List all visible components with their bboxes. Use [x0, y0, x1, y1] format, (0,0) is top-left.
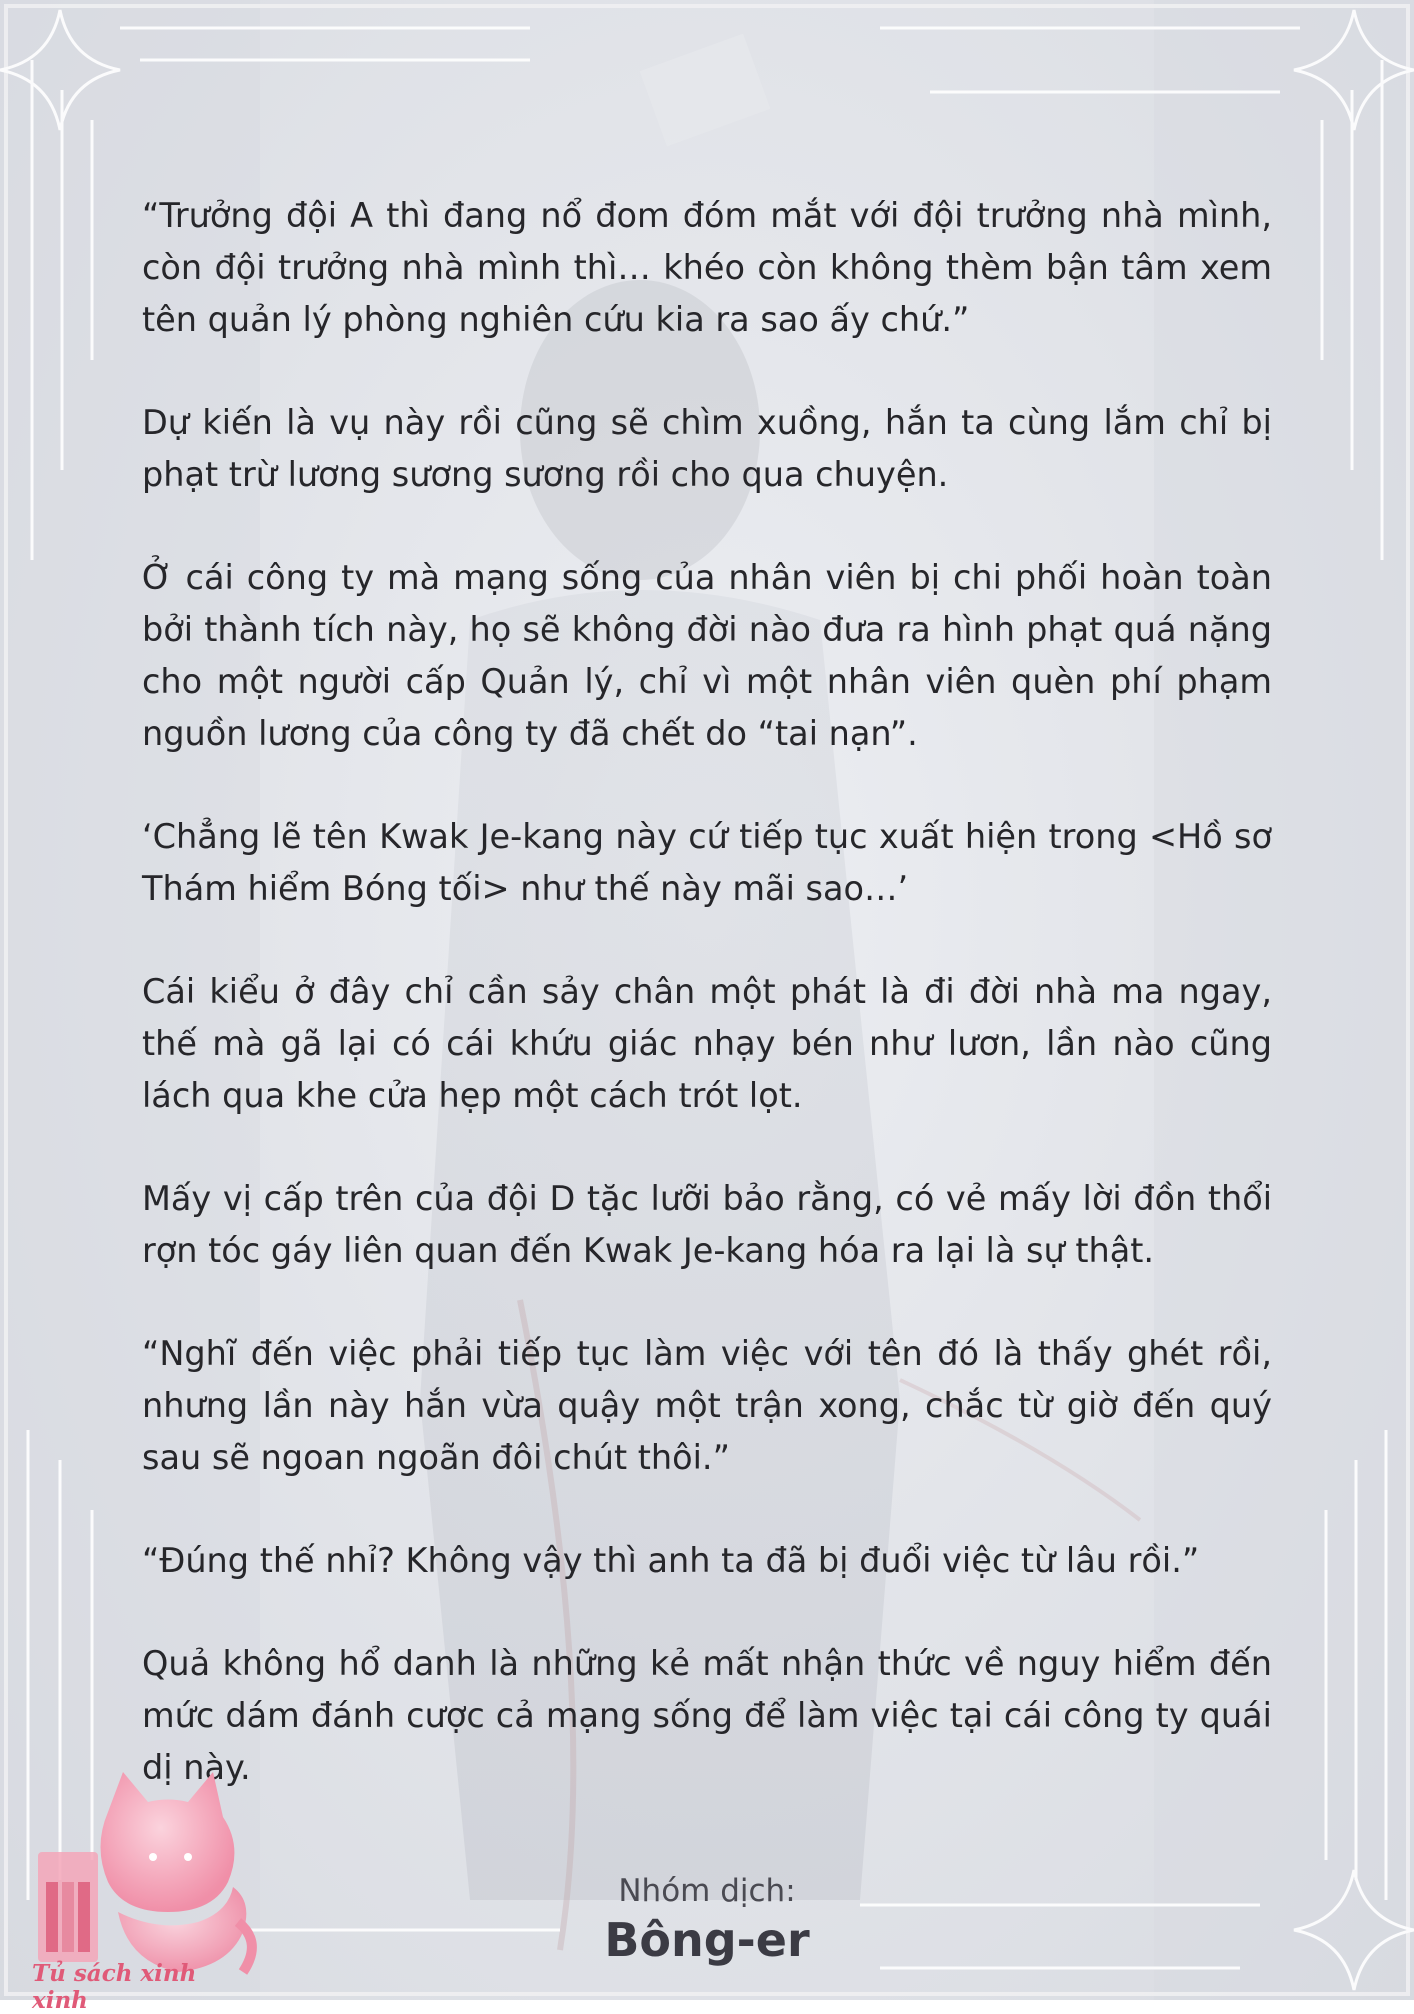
paragraph: “Đúng thế nhỉ? Không vậy thì anh ta đã bị đuổi việc từ lâu rồi.”: [142, 1541, 1200, 1580]
paragraph: Mấy vị cấp trên của đội D tặc lưỡi bảo rằng, có vẻ mấy lời đồn thổi rợn tóc gáy liên quan đến Kwak Je-kang hóa ra lại là sự thật.: [142, 1179, 1272, 1270]
paragraph: Dự kiến là vụ này rồi cũng sẽ chìm xuồng, hắn ta cùng lắm chỉ bị phạt trừ lương sương sương rồi cho qua chuyện.: [142, 403, 1272, 494]
paragraph: Cái kiểu ở đây chỉ cần sảy chân một phát là đi đời nhà ma ngay, thế mà gã lại có cái khứu giác nhạy bén như lươn, lần nào cũng lách qua khe cửa hẹp một cách trót lọt.: [142, 972, 1272, 1115]
paragraph: ‘Chẳng lẽ tên Kwak Je-kang này cứ tiếp tục xuất hiện trong <Hồ sơ Thám hiểm Bóng tối> như thế này mãi sao…’: [142, 817, 1272, 908]
paragraph: “Nghĩ đến việc phải tiếp tục làm việc với tên đó là thấy ghét rồi, nhưng lần này hắn vừa quậy một trận xong, chắc từ giờ đến quý sau sẽ ngoan ngoãn đôi chút thôi.”: [142, 1334, 1272, 1477]
paragraph: Ở cái công ty mà mạng sống của nhân viên bị chi phối hoàn toàn bởi thành tích này, họ sẽ không đời nào đưa ra hình phạt quá nặng cho một người cấp Quản lý, chỉ vì một nhân viên quèn phí phạm nguồn lương của công ty đã chết do “tai nạn”.: [142, 558, 1272, 753]
translator-group-label: Nhóm dịch:: [618, 1873, 796, 1909]
paragraph: “Trưởng đội A thì đang nổ đom đóm mắt với đội trưởng nhà mình, còn đội trưởng nhà mình thì… khéo còn không thèm bận tâm xem tên quản lý phòng nghiên cứu kia ra sao ấy chứ.”: [142, 196, 1272, 339]
logo-text: Tủ sách xinh xinh: [32, 1960, 197, 2014]
translator-group-name: Bông-er: [604, 1913, 810, 1967]
story-text: [142, 190, 1272, 1794]
paragraph: Quả không hổ danh là những kẻ mất nhận thức về nguy hiểm đến mức dám đánh cược cả mạng sống để làm việc tại cái công ty quái dị này.: [142, 1644, 1272, 1787]
